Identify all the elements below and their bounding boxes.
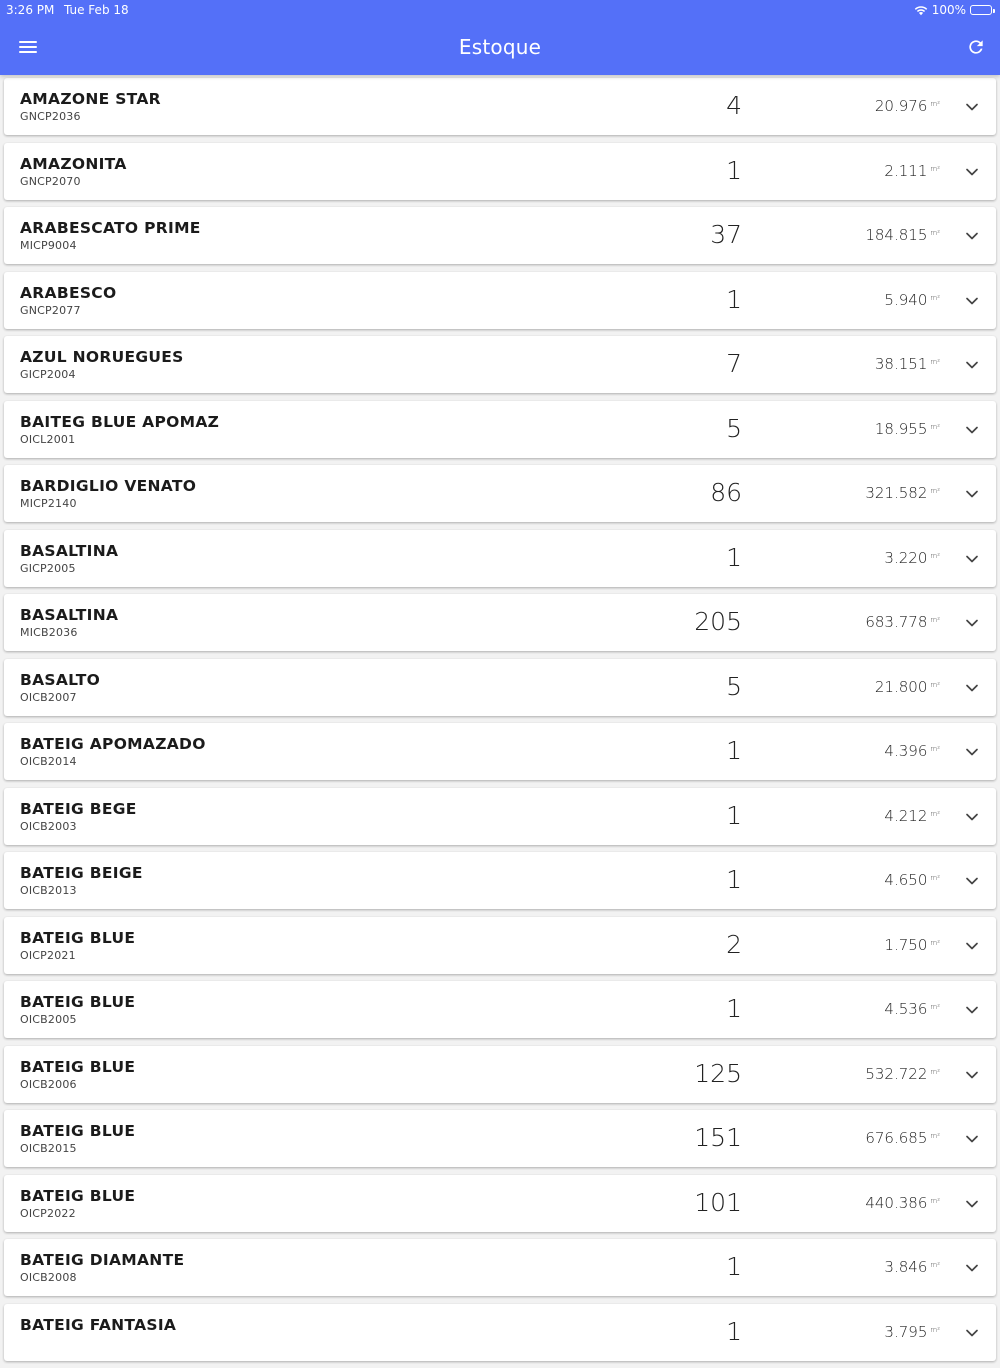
stock-item[interactable]: [4, 723, 996, 780]
item-quantity: 205: [694, 607, 742, 636]
chevron-down-icon: [965, 939, 979, 953]
item-area-value: 21.800: [874, 677, 928, 696]
item-area: [884, 742, 940, 760]
stock-item[interactable]: [4, 336, 996, 393]
item-area-unit: m²: [930, 293, 940, 302]
item-code: OICB2008: [20, 1271, 77, 1284]
item-code: OICP2022: [20, 1206, 76, 1220]
item-area-value: 20.976: [874, 97, 928, 115]
item-name: BATEIG BLUE: [20, 928, 136, 947]
item-area-unit: m²: [930, 874, 940, 882]
item-code: OICB2015: [20, 1142, 77, 1155]
chevron-down-icon: [965, 1068, 979, 1082]
item-area: [884, 936, 940, 954]
page-title: Estoque: [458, 35, 542, 59]
item-area: [865, 484, 940, 502]
item-quantity: 1: [726, 736, 742, 765]
stock-item[interactable]: [4, 1046, 996, 1103]
status-time: 3:26 PM: [6, 3, 55, 17]
item-code: OICB2005: [20, 1013, 77, 1026]
item-name: AMAZONITA: [20, 154, 127, 173]
item-area-value: 532.722: [865, 1064, 928, 1083]
item-area: [884, 1323, 940, 1341]
item-code: OICL2001: [20, 432, 76, 446]
item-name: BATEIG BEGE: [20, 799, 137, 818]
item-quantity: 37: [710, 220, 742, 249]
stock-item[interactable]: [4, 1239, 996, 1296]
item-quantity: 1: [726, 1316, 742, 1346]
item-code: GNCP2036: [20, 110, 81, 123]
item-area-unit: m²: [930, 1132, 940, 1140]
item-area-unit: m²: [930, 1261, 940, 1269]
chevron-down-icon: [965, 810, 979, 824]
item-name: BATEIG BLUE: [20, 1057, 136, 1076]
stock-list: [4, 78, 996, 1368]
stock-item[interactable]: [4, 1175, 996, 1232]
item-area-value: 18.955: [874, 419, 928, 438]
refresh-icon: [966, 37, 986, 57]
chevron-down-icon: [965, 745, 979, 759]
chevron-down-icon: [965, 1326, 979, 1340]
chevron-down-icon: [965, 487, 979, 501]
item-area-value: 3.795: [884, 1322, 928, 1341]
expand-button[interactable]: [965, 680, 979, 694]
expand-button[interactable]: [965, 1196, 979, 1210]
item-name: BATEIG BLUE: [20, 993, 136, 1011]
item-quantity: 4: [726, 91, 742, 120]
item-area-value: 2.111: [884, 161, 928, 180]
stock-item[interactable]: [4, 401, 996, 458]
item-area-value: 440.386: [865, 1193, 928, 1212]
app-header: [0, 0, 1000, 75]
item-quantity: 151: [694, 1123, 742, 1152]
stock-item[interactable]: [4, 530, 996, 587]
chevron-down-icon: [965, 1197, 979, 1211]
expand-button[interactable]: [965, 228, 979, 242]
stock-item[interactable]: [4, 272, 996, 329]
item-area-unit: m²: [930, 745, 940, 753]
expand-button[interactable]: [965, 551, 979, 565]
item-area-unit: m²: [930, 809, 940, 818]
chevron-down-icon: [965, 1132, 979, 1146]
item-name: AMAZONE STAR: [20, 90, 161, 108]
chevron-down-icon: [965, 165, 979, 179]
item-name: BASALTO: [20, 670, 101, 689]
status-bar: [0, 0, 1000, 20]
item-name: BASALTINA: [20, 541, 119, 560]
item-name: BARDIGLIO VENATO: [20, 477, 197, 495]
item-area-unit: m²: [930, 100, 940, 108]
item-name: BATEIG DIAMANTE: [20, 1251, 185, 1269]
item-code: OICB2014: [20, 755, 77, 768]
chevron-down-icon: [965, 423, 979, 437]
item-area-value: 38.151: [874, 355, 928, 373]
wifi-icon: [914, 5, 928, 16]
item-area-value: 4.536: [884, 1000, 928, 1018]
item-quantity: 5: [726, 671, 742, 701]
item-name: BATEIG BLUE: [20, 1122, 136, 1140]
item-area: [865, 1129, 940, 1147]
stock-item[interactable]: [4, 143, 996, 200]
expand-button[interactable]: [965, 615, 979, 629]
item-area: [884, 291, 940, 309]
refresh-button[interactable]: [958, 30, 994, 64]
item-area: [884, 807, 940, 825]
item-quantity: 101: [694, 1187, 742, 1217]
item-area-value: 5.940: [884, 290, 928, 309]
item-area-unit: m²: [930, 487, 940, 495]
item-area: [875, 97, 940, 115]
item-quantity: 1: [726, 800, 742, 830]
item-area: [865, 613, 940, 631]
battery-icon: [970, 5, 992, 15]
item-area: [884, 871, 940, 889]
item-area: [884, 549, 940, 567]
item-area-value: 3.220: [884, 548, 928, 567]
item-name: BASALTINA: [20, 606, 119, 624]
stock-item[interactable]: [4, 852, 996, 909]
chevron-down-icon: [965, 294, 979, 308]
item-area-unit: m²: [930, 938, 940, 947]
item-area-value: 1.750: [884, 935, 928, 954]
item-code: MICP9004: [20, 239, 77, 252]
stock-item[interactable]: [4, 1304, 996, 1361]
item-name: BATEIG FANTASIA: [20, 1315, 177, 1334]
item-area-unit: m²: [930, 229, 940, 237]
chevron-down-icon: [965, 616, 979, 630]
expand-button[interactable]: [965, 357, 979, 371]
item-area-unit: m²: [930, 1325, 940, 1334]
item-area-value: 184.815: [865, 226, 928, 244]
stock-item[interactable]: [4, 917, 996, 974]
expand-button[interactable]: [965, 744, 979, 758]
item-quantity: 2: [726, 929, 742, 959]
item-quantity: 1: [726, 155, 742, 185]
item-area-unit: m²: [930, 616, 940, 624]
battery-percent: 100%: [931, 3, 966, 17]
chevron-down-icon: [965, 552, 979, 566]
expand-button[interactable]: [965, 422, 979, 436]
item-area-unit: m²: [930, 1196, 940, 1205]
item-area: [865, 1065, 940, 1083]
item-code: OICB2013: [20, 884, 77, 897]
nav-bar: [0, 20, 1000, 75]
item-name: BAITEG BLUE APOMAZ: [20, 412, 220, 431]
expand-button[interactable]: [965, 1325, 979, 1339]
chevron-down-icon: [965, 681, 979, 695]
chevron-down-icon: [965, 100, 979, 114]
item-name: ARABESCO: [20, 283, 117, 302]
item-area-value: 4.212: [884, 806, 928, 825]
item-quantity: 1: [726, 1252, 742, 1281]
expand-button[interactable]: [965, 293, 979, 307]
status-date: Tue Feb 18: [64, 3, 129, 17]
item-code: GNCP2070: [20, 174, 81, 188]
item-code: OICB2006: [20, 1077, 77, 1091]
status-right: [914, 0, 992, 20]
item-code: GNCP2077: [20, 303, 81, 317]
stock-item[interactable]: [4, 981, 996, 1038]
chevron-down-icon: [965, 874, 979, 888]
chevron-down-icon: [965, 229, 979, 243]
stock-item[interactable]: [4, 207, 996, 264]
item-area-unit: m²: [930, 1067, 940, 1076]
item-name: ARABESCATO PRIME: [20, 219, 201, 237]
expand-button[interactable]: [965, 809, 979, 823]
item-area: [884, 1000, 940, 1018]
item-code: MICB2036: [20, 626, 78, 639]
item-area-value: 4.650: [884, 871, 928, 889]
item-code: OICB2007: [20, 690, 77, 704]
expand-button[interactable]: [965, 1131, 979, 1145]
expand-button[interactable]: [965, 938, 979, 952]
item-code: OICP2021: [20, 948, 76, 962]
item-area-unit: m²: [930, 358, 940, 366]
item-area-unit: m²: [930, 164, 940, 173]
item-area: [875, 355, 940, 373]
item-area-value: 321.582: [865, 484, 928, 502]
stock-item[interactable]: [4, 78, 996, 135]
item-quantity: 86: [710, 478, 742, 507]
item-quantity: 125: [694, 1058, 742, 1088]
item-area-value: 683.778: [865, 613, 928, 631]
item-area-unit: m²: [930, 680, 940, 689]
expand-button[interactable]: [965, 1002, 979, 1016]
item-code: GICP2005: [20, 561, 76, 575]
item-area-unit: m²: [930, 422, 940, 431]
expand-button[interactable]: [965, 486, 979, 500]
item-code: OICB2003: [20, 819, 77, 833]
item-quantity: 1: [726, 284, 742, 314]
expand-button[interactable]: [965, 99, 979, 113]
item-area-value: 676.685: [865, 1129, 928, 1147]
item-area: [865, 1194, 940, 1212]
expand-button[interactable]: [965, 1067, 979, 1081]
expand-button[interactable]: [965, 1260, 979, 1274]
item-quantity: 5: [726, 413, 742, 443]
item-quantity: 1: [726, 865, 742, 894]
item-quantity: 1: [726, 542, 742, 572]
expand-button[interactable]: [965, 164, 979, 178]
item-name: BATEIG BLUE: [20, 1186, 136, 1205]
item-quantity: 1: [726, 994, 742, 1023]
stock-item[interactable]: [4, 659, 996, 716]
item-area-value: 4.396: [884, 742, 928, 760]
stock-item[interactable]: [4, 1110, 996, 1167]
chevron-down-icon: [965, 1003, 979, 1017]
item-name: BATEIG APOMAZADO: [20, 735, 206, 753]
item-area-unit: m²: [930, 1003, 940, 1011]
chevron-down-icon: [965, 1261, 979, 1275]
chevron-down-icon: [965, 358, 979, 372]
item-area: [884, 1258, 940, 1276]
item-code: MICP2140: [20, 497, 77, 510]
stock-item[interactable]: [4, 788, 996, 845]
item-area-unit: m²: [930, 551, 940, 560]
item-area: [875, 420, 940, 438]
item-name: BATEIG BEIGE: [20, 864, 143, 882]
stock-item[interactable]: [4, 465, 996, 522]
item-code: GICP2004: [20, 368, 76, 381]
item-quantity: 7: [726, 349, 742, 378]
item-name: AZUL NORUEGUES: [20, 348, 184, 366]
item-area: [865, 226, 940, 244]
expand-button[interactable]: [965, 873, 979, 887]
item-area: [884, 162, 940, 180]
item-area-value: 3.846: [884, 1258, 928, 1276]
item-area: [875, 678, 940, 696]
stock-item[interactable]: [4, 594, 996, 651]
